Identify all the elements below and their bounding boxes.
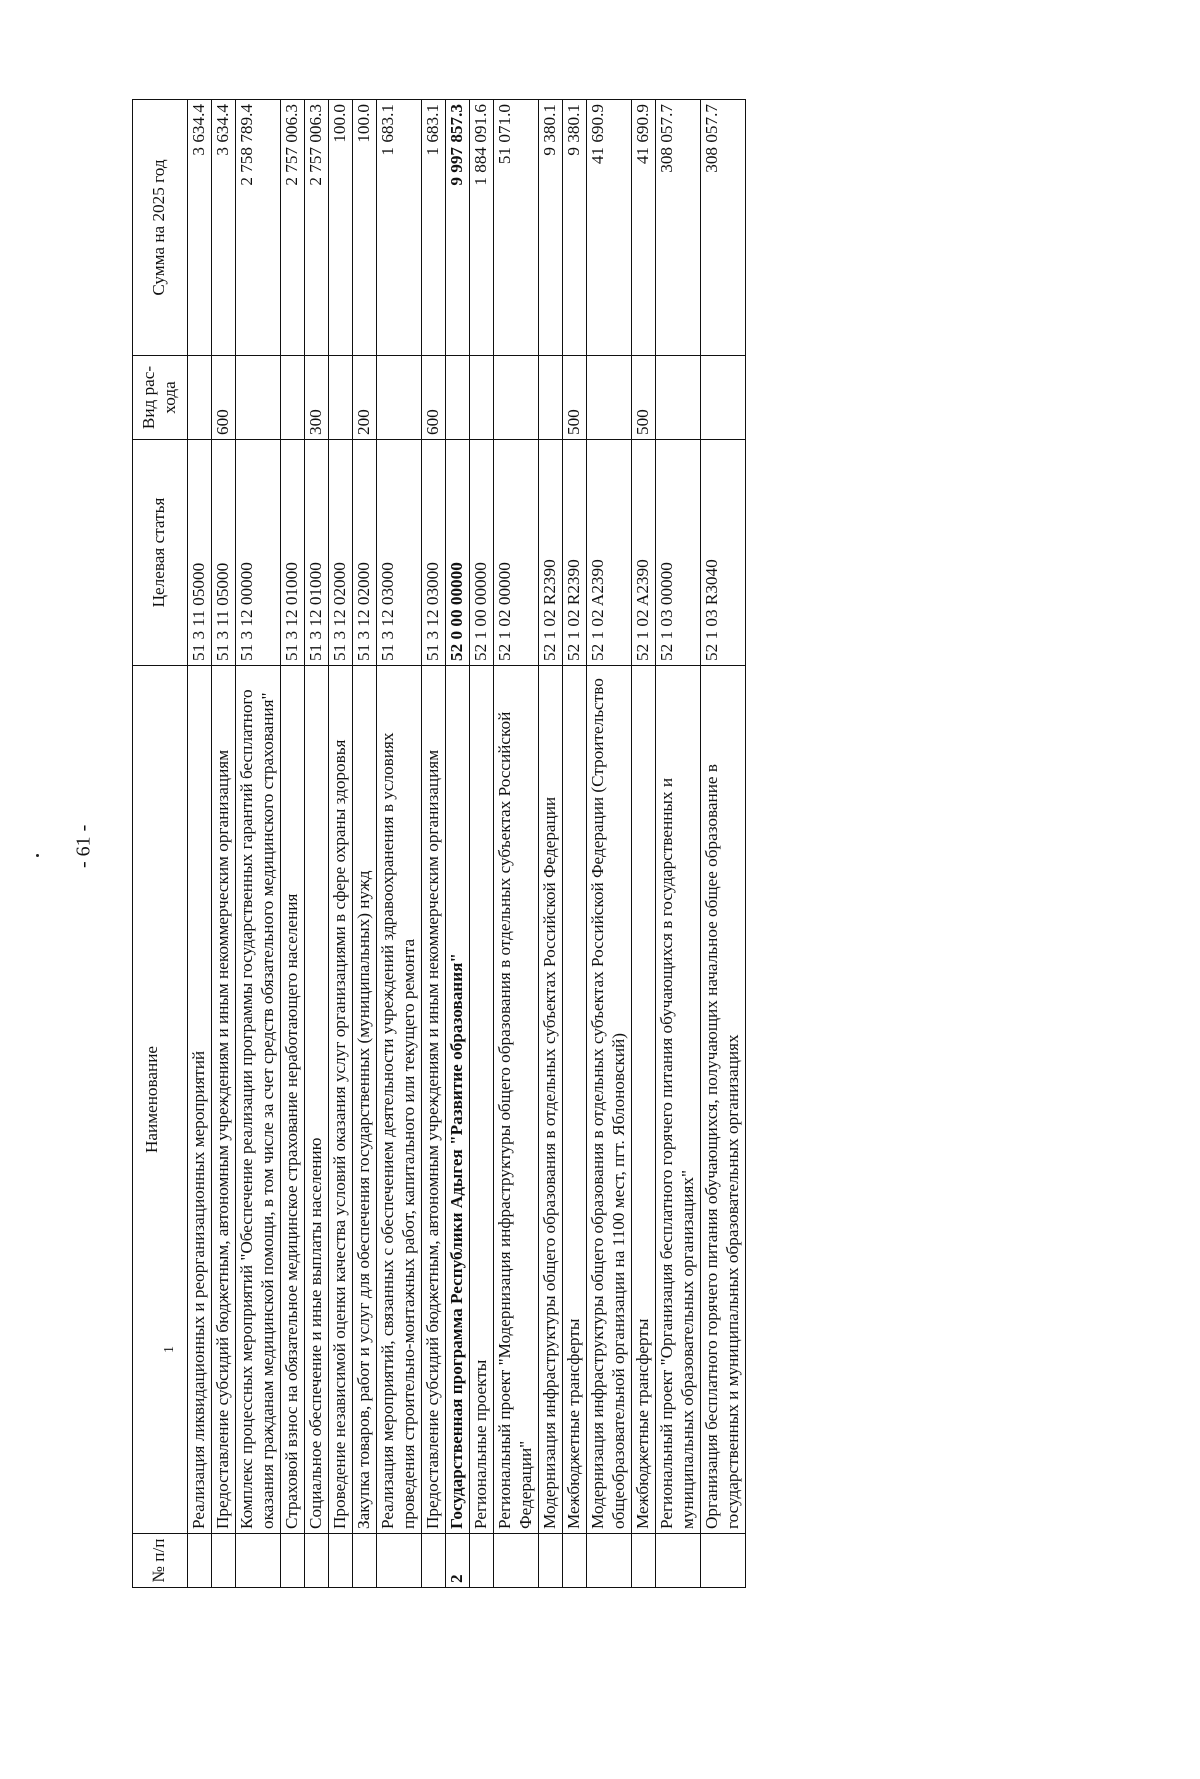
table-row [469,100,493,1588]
col-header-code: Целевая статья [133,440,188,666]
row-sum: 9 997 857.3 [445,100,469,356]
table-row [304,100,328,1588]
header-mark: 1 [162,1346,178,1353]
row-code: 52 1 00 00000 [469,440,493,666]
row-sum: 51 071.0 [493,100,538,356]
row-expense-kind: 500 [562,356,586,440]
table-row [586,100,631,1588]
row-code: 52 1 03 R3040 [700,440,745,666]
row-code: 51 3 12 02000 [328,440,352,666]
row-sum: 308 057.7 [700,100,745,356]
row-code: 52 1 03 00000 [655,440,700,666]
table-row [328,100,352,1588]
table-row [445,100,469,1588]
col-header-sum: Сумма на 2025 год [133,100,188,356]
row-expense-kind: 200 [352,356,376,440]
row-sum: 2 758 789.4 [235,100,280,356]
row-number [352,1534,376,1588]
row-number [421,1534,445,1588]
row-code: 52 1 02 R2390 [562,440,586,666]
row-expense-kind [538,356,562,440]
table-row [235,100,280,1588]
row-expense-kind [586,356,631,440]
row-name: Закупка товаров, работ и услуг для обеспечения государственных (муниципальных) нужд [352,666,376,1534]
row-name: Проведение независимой оценки качества условий оказания услуг организациями в сфере охраны здоровья [328,666,352,1534]
table-row [352,100,376,1588]
table-row [538,100,562,1588]
row-name: Предоставление субсидий бюджетным, автономным учреждениям и иным некоммерческим организациям [421,666,445,1534]
row-name: Реализация ликвидационных и реорганизационных мероприятий [187,666,211,1534]
row-sum: 41 690.9 [586,100,631,356]
row-code: 52 1 02 A2390 [631,440,655,666]
row-code: 52 1 02 A2390 [586,440,631,666]
row-code: 52 0 00 00000 [445,440,469,666]
table-row [421,100,445,1588]
row-sum: 100.0 [352,100,376,356]
row-sum: 1 683.1 [376,100,421,356]
row-sum: 2 757 006.3 [304,100,328,356]
row-number [211,1534,235,1588]
row-sum: 1 683.1 [421,100,445,356]
budget-table [132,99,746,1588]
row-expense-kind [700,356,745,440]
row-code: 51 3 11 05000 [187,440,211,666]
row-name: Региональный проект "Модернизация инфраструктуры общего образования в отдельных субъектах Российской Федерации" [493,666,538,1534]
row-number [655,1534,700,1588]
row-sum: 3 634.4 [211,100,235,356]
row-name: Страховой взнос на обязательное медицинское страхование неработающего населения [280,666,304,1534]
row-expense-kind [469,356,493,440]
row-expense-kind [235,356,280,440]
row-number [586,1534,631,1588]
page-number: - 61 - [72,824,95,868]
row-name: Региональные проекты [469,666,493,1534]
table-row [376,100,421,1588]
row-number: 2 [445,1534,469,1588]
row-name: Модернизация инфраструктуры общего образования в отдельных субъектах Российской Федерации (Строительство общеобразовательной организации на 1100 мест, пгт. Яблоновский) [586,666,631,1534]
table-row [280,100,304,1588]
row-expense-kind: 600 [421,356,445,440]
row-number [538,1534,562,1588]
row-expense-kind: 500 [631,356,655,440]
table-row [631,100,655,1588]
row-number [376,1534,421,1588]
row-name: Предоставление субсидий бюджетным, автономным учреждениям и иным некоммерческим организациям [211,666,235,1534]
table-body [187,100,745,1588]
col-header-kind: Вид рас-ходa [133,356,188,440]
table-header-row [133,100,188,1588]
scan-speck [36,854,39,857]
rotated-page-content [132,100,1064,1588]
table-row [211,100,235,1588]
row-expense-kind [376,356,421,440]
row-code: 51 3 12 00000 [235,440,280,666]
row-number [562,1534,586,1588]
row-sum: 3 634.4 [187,100,211,356]
row-code: 52 1 02 R2390 [538,440,562,666]
row-sum: 1 884 091.6 [469,100,493,356]
row-number [280,1534,304,1588]
row-number [328,1534,352,1588]
row-expense-kind [328,356,352,440]
row-code: 51 3 12 03000 [421,440,445,666]
table-row [655,100,700,1588]
row-code: 51 3 12 01000 [280,440,304,666]
row-name: Региональный проект "Организация бесплатного горячего питания обучающихся в государственных и муниципальных образовательных организациях" [655,666,700,1534]
row-number [304,1534,328,1588]
row-expense-kind [445,356,469,440]
row-code: 51 3 12 02000 [352,440,376,666]
row-name: Комплекс процессных мероприятий "Обеспечение реализации программы государственных гарантий бесплатного оказания гражданам медицинской помощи, в том числе за счет средств обязательного медицинского страхования" [235,666,280,1534]
row-name: Государственная программа Республики Адыгея "Развитие образования" [445,666,469,1534]
table-row [187,100,211,1588]
row-expense-kind: 600 [211,356,235,440]
row-sum: 308 057.7 [655,100,700,356]
table-row [562,100,586,1588]
row-expense-kind [187,356,211,440]
row-name: Межбюджетные трансферты [631,666,655,1534]
row-sum: 41 690.9 [631,100,655,356]
col-header-name-label: Наименование [142,1045,162,1154]
col-header-name [133,666,188,1534]
row-code: 51 3 12 03000 [376,440,421,666]
row-number [700,1534,745,1588]
row-name: Модернизация инфраструктуры общего образования в отдельных субъектах Российской Федерации [538,666,562,1534]
row-sum: 9 380.1 [538,100,562,356]
row-code: 52 1 02 00000 [493,440,538,666]
row-expense-kind [655,356,700,440]
row-expense-kind [493,356,538,440]
row-number [187,1534,211,1588]
row-code: 51 3 12 01000 [304,440,328,666]
row-expense-kind [280,356,304,440]
row-number [631,1534,655,1588]
table-row [700,100,745,1588]
row-name: Социальное обеспечение и иные выплаты населению [304,666,328,1534]
row-number [469,1534,493,1588]
row-expense-kind: 300 [304,356,328,440]
col-header-number: № п/п [133,1534,188,1588]
row-sum: 100.0 [328,100,352,356]
row-number [235,1534,280,1588]
row-sum: 2 757 006.3 [280,100,304,356]
row-sum: 9 380.1 [562,100,586,356]
table-row [493,100,538,1588]
row-code: 51 3 11 05000 [211,440,235,666]
row-name: Организация бесплатного горячего питания обучающихся, получающих начальное общее образование в государственных и муниципальных образовательных организациях [700,666,745,1534]
row-name: Межбюджетные трансферты [562,666,586,1534]
row-name: Реализация мероприятий, связанных с обеспечением деятельности учреждений здравоохранения в условиях проведения строительно-монтажных работ, капитального или текущего ремонта [376,666,421,1534]
row-number [493,1534,538,1588]
